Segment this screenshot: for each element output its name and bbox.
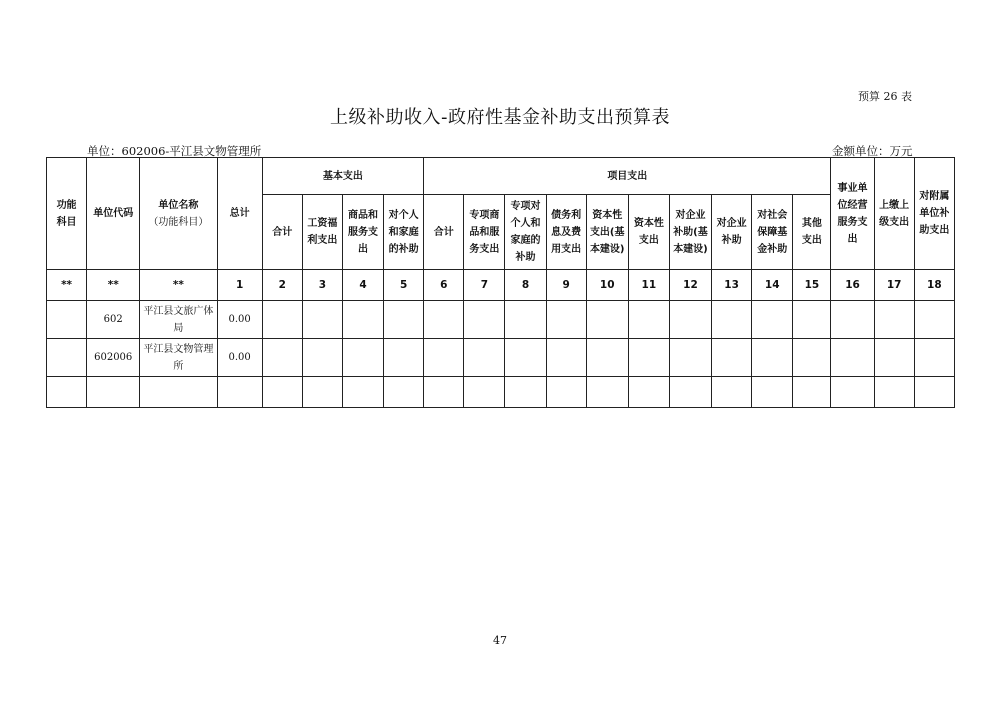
- column-number: 2: [262, 270, 302, 301]
- cell-unit-name: 平江县文旅广体局: [140, 301, 217, 339]
- column-number: 5: [384, 270, 424, 301]
- header-project-expenditure: 项目支出: [424, 158, 831, 195]
- header-basic-expenditure: 基本支出: [262, 158, 424, 195]
- column-number: **: [47, 270, 87, 301]
- cell-empty: [546, 301, 586, 339]
- cell-empty: [384, 301, 424, 339]
- cell-empty: [712, 301, 752, 339]
- cell-empty: [464, 339, 505, 377]
- header-remit-superior: 上缴上级支出: [874, 158, 914, 270]
- cell-empty: [586, 339, 628, 377]
- cell-empty: [47, 377, 87, 408]
- column-number: 16: [831, 270, 874, 301]
- cell-unit-name: 平江县文物管理所: [140, 339, 217, 377]
- page-title: 上级补助收入-政府性基金补助支出预算表: [330, 107, 670, 128]
- column-number: 14: [752, 270, 793, 301]
- cell-empty: [464, 377, 505, 408]
- cell-empty: [342, 339, 383, 377]
- cell-empty: [342, 377, 383, 408]
- cell-empty: [140, 377, 217, 408]
- column-number: 9: [546, 270, 586, 301]
- cell-empty: [831, 339, 874, 377]
- cell-empty: [752, 301, 793, 339]
- cell-empty: [669, 301, 711, 339]
- cell-total: 0.00: [217, 301, 262, 339]
- cell-empty: [302, 301, 342, 339]
- column-number: 7: [464, 270, 505, 301]
- header-affiliate-subsidy: 对附属单位补助支出: [914, 158, 954, 270]
- table-row: [47, 301, 955, 339]
- header-business-operation: 事业单位经营服务支出: [831, 158, 874, 270]
- cell-empty: [628, 377, 669, 408]
- cell-empty: [505, 301, 546, 339]
- header-project-total: 合计: [424, 195, 464, 270]
- cell-empty: [586, 377, 628, 408]
- column-number: 3: [302, 270, 342, 301]
- cell-empty: [586, 301, 628, 339]
- cell-function-subject: [47, 339, 87, 377]
- cell-empty: [914, 377, 954, 408]
- cell-empty: [464, 301, 505, 339]
- column-number: 13: [712, 270, 752, 301]
- header-total: 总计: [217, 158, 262, 270]
- cell-empty: [546, 339, 586, 377]
- cell-empty: [424, 301, 464, 339]
- cell-empty: [752, 377, 793, 408]
- cell-empty: [874, 339, 914, 377]
- cell-empty: [793, 301, 831, 339]
- column-number: 17: [874, 270, 914, 301]
- cell-empty: [874, 301, 914, 339]
- header-project-personal-subsidy: 专项对个人和家庭的补助: [505, 195, 546, 270]
- column-number: 1: [217, 270, 262, 301]
- cell-empty: [262, 377, 302, 408]
- cell-function-subject: [47, 301, 87, 339]
- header-basic-total: 合计: [262, 195, 302, 270]
- cell-empty: [914, 339, 954, 377]
- column-number: **: [140, 270, 217, 301]
- cell-unit-code: 602: [87, 301, 140, 339]
- header-project-goods-services: 专项商品和服务支出: [464, 195, 505, 270]
- cell-empty: [424, 377, 464, 408]
- column-number: 6: [424, 270, 464, 301]
- table-row-blank: [47, 377, 955, 408]
- header-project-debt-interest: 债务利息及费用支出: [546, 195, 586, 270]
- header-basic-goods-services: 商品和服务支出: [342, 195, 383, 270]
- cell-empty: [546, 377, 586, 408]
- header-unit-name: 单位名称 （功能科目）: [140, 158, 217, 270]
- cell-empty: [874, 377, 914, 408]
- column-number: 18: [914, 270, 954, 301]
- cell-empty: [793, 339, 831, 377]
- header-unit-code: 单位代码: [87, 158, 140, 270]
- column-number: 12: [669, 270, 711, 301]
- column-number: 10: [586, 270, 628, 301]
- cell-empty: [831, 301, 874, 339]
- cell-empty: [628, 339, 669, 377]
- cell-empty: [712, 377, 752, 408]
- budget-table: [46, 157, 955, 408]
- unit-label: 单位：602006-平江县文物管理所: [87, 144, 262, 158]
- column-number: **: [87, 270, 140, 301]
- column-number: 4: [342, 270, 383, 301]
- cell-empty: [793, 377, 831, 408]
- cell-empty: [262, 339, 302, 377]
- header-project-social-security: 对社会保障基金补助: [752, 195, 793, 270]
- cell-empty: [712, 339, 752, 377]
- column-number: 15: [793, 270, 831, 301]
- cell-unit-code: 602006: [87, 339, 140, 377]
- cell-empty: [752, 339, 793, 377]
- cell-empty: [302, 377, 342, 408]
- header-project-enterprise-subsidy: 对企业补助: [712, 195, 752, 270]
- cell-empty: [505, 377, 546, 408]
- cell-empty: [424, 339, 464, 377]
- column-number: 8: [505, 270, 546, 301]
- column-number-row: [47, 270, 955, 301]
- cell-empty: [669, 377, 711, 408]
- cell-total: 0.00: [217, 339, 262, 377]
- cell-empty: [831, 377, 874, 408]
- table-row: [47, 339, 955, 377]
- cell-empty: [262, 301, 302, 339]
- header-function-subject: 功能科目: [47, 158, 87, 270]
- cell-empty: [505, 339, 546, 377]
- header-basic-wage: 工资福利支出: [302, 195, 342, 270]
- cell-empty: [384, 377, 424, 408]
- column-number: 11: [628, 270, 669, 301]
- header-project-capital-construction: 资本性支出(基本建设): [586, 195, 628, 270]
- cell-empty: [628, 301, 669, 339]
- amount-unit-label: 金额单位：万元: [832, 144, 913, 158]
- page-number: 47: [493, 634, 507, 647]
- header-project-capital: 资本性支出: [628, 195, 669, 270]
- cell-empty: [669, 339, 711, 377]
- header-basic-personal-subsidy: 对个人和家庭的补助: [384, 195, 424, 270]
- header-project-enterprise-construction: 对企业补助(基本建设): [669, 195, 711, 270]
- header-project-other: 其他支出: [793, 195, 831, 270]
- table-number: 预算 26 表: [858, 90, 912, 103]
- cell-empty: [914, 301, 954, 339]
- cell-empty: [302, 339, 342, 377]
- cell-empty: [87, 377, 140, 408]
- cell-empty: [342, 301, 383, 339]
- cell-empty: [384, 339, 424, 377]
- cell-empty: [217, 377, 262, 408]
